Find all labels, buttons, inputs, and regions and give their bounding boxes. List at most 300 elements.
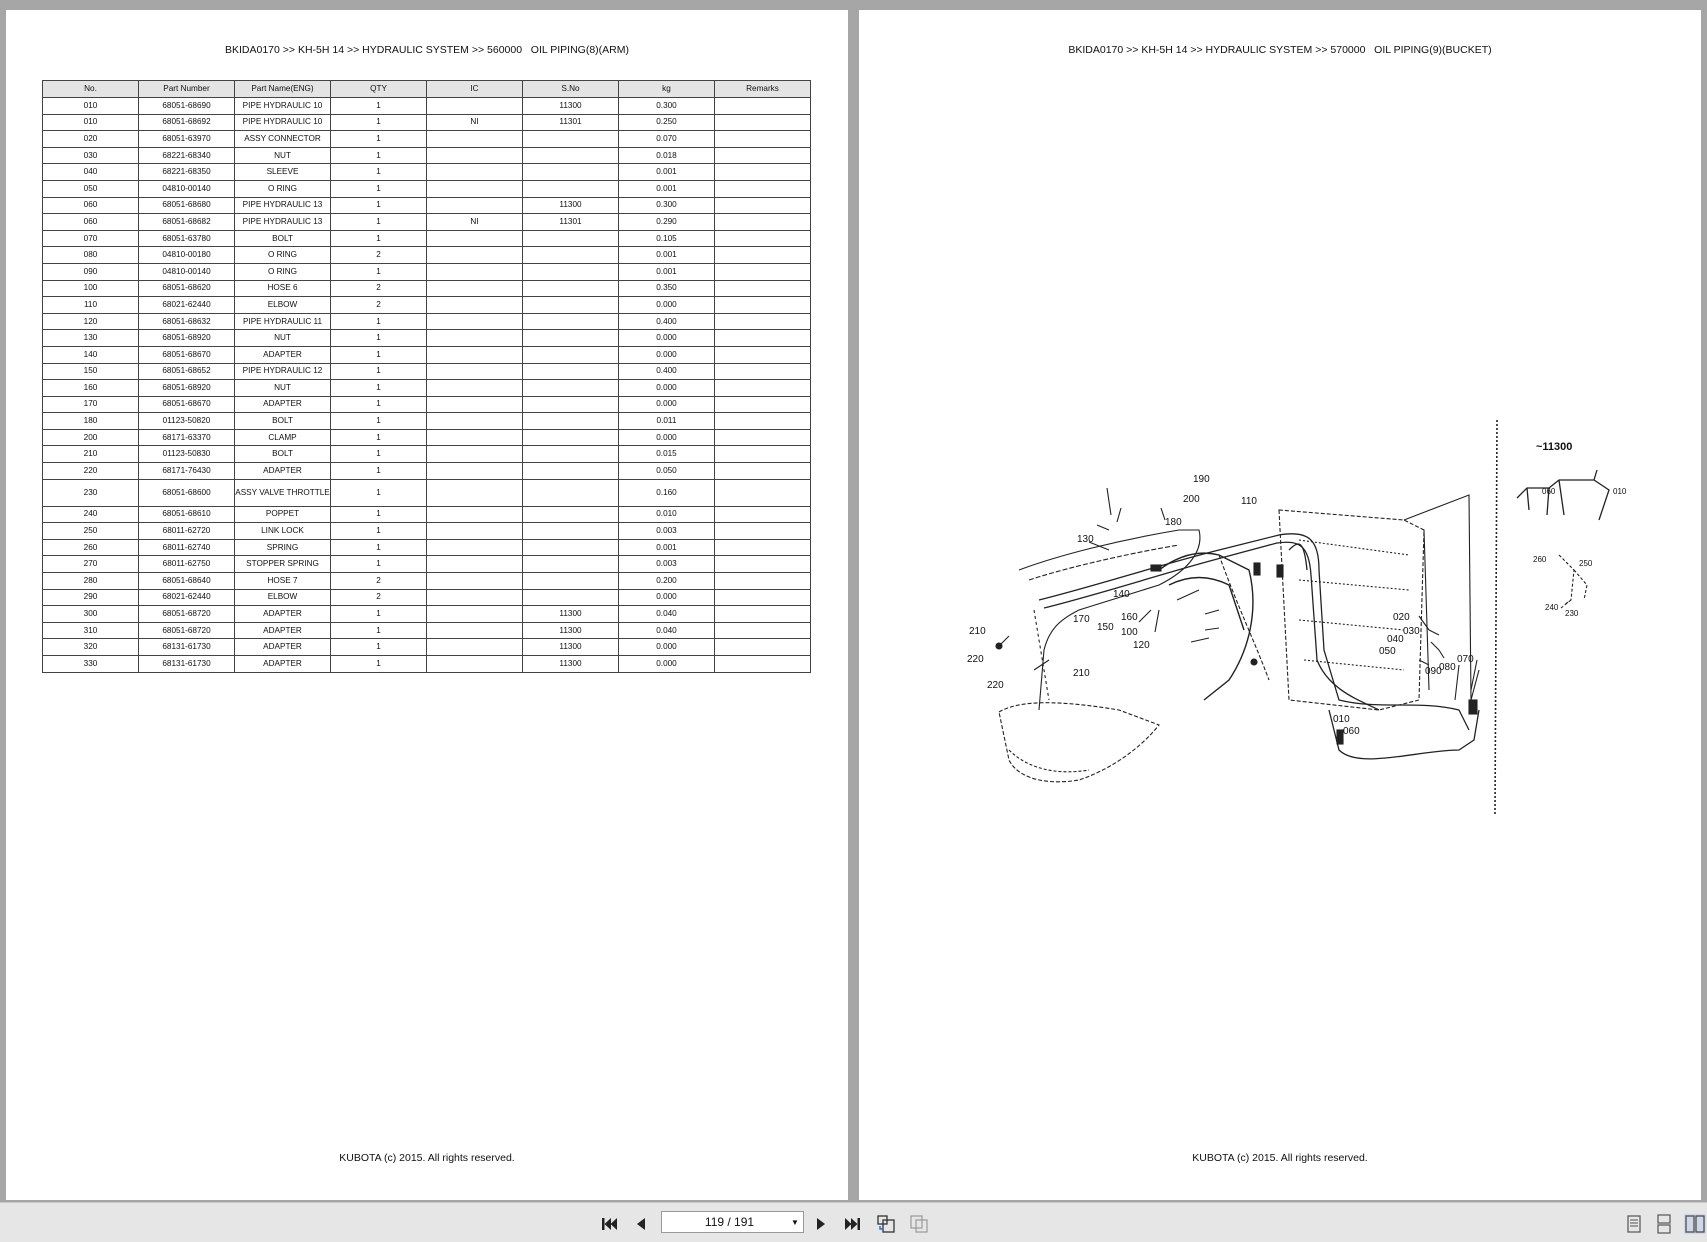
boom-cylinder <box>1159 553 1253 700</box>
table-cell: 0.300 <box>619 197 715 214</box>
parts-table <box>42 80 811 673</box>
table-cell: 0.000 <box>619 380 715 397</box>
table-cell: 11301 <box>523 114 619 131</box>
table-cell: 0.050 <box>619 463 715 480</box>
table-cell: PIPE HYDRAULIC 13 <box>235 214 331 231</box>
table-cell: 68051-68610 <box>139 506 235 523</box>
table-cell: 090 <box>43 263 139 280</box>
callout: 040 <box>1387 634 1404 645</box>
table-cell: 68051-68680 <box>139 197 235 214</box>
breadcrumb: BKIDA0170 >> KH-5H 14 >> HYDRAULIC SYSTEM >> 570000 OIL PIPING(9)(BUCKET) <box>1068 44 1492 56</box>
fit-page-icon <box>909 1214 929 1234</box>
page-indicator: 119 / 191 <box>704 1215 755 1229</box>
table-header-row <box>43 81 811 98</box>
table-cell <box>427 380 523 397</box>
table-cell: 68051-68720 <box>139 622 235 639</box>
table-cell: 0.350 <box>619 280 715 297</box>
table-cell: 040 <box>43 164 139 181</box>
callout: 230 <box>1565 609 1579 618</box>
table-cell <box>715 396 811 413</box>
table-row <box>43 346 811 363</box>
table-cell: 0.001 <box>619 180 715 197</box>
callout: 060 <box>1343 726 1360 737</box>
table-cell: 1 <box>331 639 427 656</box>
table-cell <box>715 230 811 247</box>
table-cell: 68171-63370 <box>139 429 235 446</box>
table-cell: ASSY CONNECTOR <box>235 131 331 148</box>
table-cell: 68051-68692 <box>139 114 235 131</box>
table-cell: 0.011 <box>619 413 715 430</box>
table-row <box>43 622 811 639</box>
table-cell: 1 <box>331 413 427 430</box>
callout: 130 <box>1077 534 1094 545</box>
table-cell: 1 <box>331 313 427 330</box>
table-cell <box>715 114 811 131</box>
table-cell <box>427 639 523 656</box>
table-cell: 1 <box>331 363 427 380</box>
table-cell: 0.001 <box>619 539 715 556</box>
table-cell <box>427 413 523 430</box>
table-cell <box>523 297 619 314</box>
table-cell: 0.001 <box>619 164 715 181</box>
table-cell: HOSE 6 <box>235 280 331 297</box>
table-cell <box>427 346 523 363</box>
callout: 010 <box>1333 714 1350 725</box>
column-header: Remarks <box>715 81 811 98</box>
table-row <box>43 197 811 214</box>
rotate-icon <box>876 1214 896 1234</box>
table-cell: 1 <box>331 523 427 540</box>
table-cell: 140 <box>43 346 139 363</box>
table-cell: 0.300 <box>619 98 715 115</box>
table-cell: 1 <box>331 396 427 413</box>
table-cell: 68051-68600 <box>139 479 235 506</box>
table-cell <box>715 330 811 347</box>
table-cell: HOSE 7 <box>235 573 331 590</box>
callout: 160 <box>1121 612 1138 623</box>
table-cell: 11300 <box>523 622 619 639</box>
table-row <box>43 446 811 463</box>
table-cell <box>427 429 523 446</box>
table-row <box>43 297 811 314</box>
table-cell: 1 <box>331 197 427 214</box>
table-cell <box>427 523 523 540</box>
table-cell <box>523 263 619 280</box>
table-cell <box>427 556 523 573</box>
table-cell: 1 <box>331 506 427 523</box>
table-cell: ADAPTER <box>235 346 331 363</box>
table-cell: ADAPTER <box>235 606 331 623</box>
table-cell: 110 <box>43 297 139 314</box>
table-cell <box>715 280 811 297</box>
table-cell: 010 <box>43 98 139 115</box>
table-cell: 0.001 <box>619 247 715 264</box>
column-header: No. <box>43 81 139 98</box>
table-cell: 0.400 <box>619 313 715 330</box>
table-cell <box>715 147 811 164</box>
table-cell: 68051-68720 <box>139 606 235 623</box>
table-cell: 1 <box>331 606 427 623</box>
table-row <box>43 131 811 148</box>
table-cell: 1 <box>331 380 427 397</box>
chevron-down-icon: ▼ <box>791 1217 799 1227</box>
right-page <box>859 10 1701 1200</box>
table-cell: 2 <box>331 589 427 606</box>
table-cell <box>427 606 523 623</box>
table-row <box>43 523 811 540</box>
table-cell <box>715 297 811 314</box>
table-cell: 11301 <box>523 214 619 231</box>
page-number-selector[interactable] <box>661 1211 804 1233</box>
table-cell <box>427 98 523 115</box>
table-cell: STOPPER SPRING <box>235 556 331 573</box>
table-cell: 280 <box>43 573 139 590</box>
table-row <box>43 313 811 330</box>
table-cell: 0.015 <box>619 446 715 463</box>
table-cell: 160 <box>43 380 139 397</box>
table-cell <box>427 230 523 247</box>
hydraulic-pipe <box>1044 542 1379 710</box>
table-cell: 320 <box>43 639 139 656</box>
callout: 150 <box>1097 622 1114 633</box>
table-cell: 1 <box>331 98 427 115</box>
table-row <box>43 164 811 181</box>
table-cell: POPPET <box>235 506 331 523</box>
table-cell <box>427 263 523 280</box>
table-cell <box>427 363 523 380</box>
table-cell: 1 <box>331 164 427 181</box>
table-cell: 0.250 <box>619 114 715 131</box>
table-cell: 68051-68652 <box>139 363 235 380</box>
table-cell <box>715 446 811 463</box>
left-page <box>6 10 848 1200</box>
detail-separator <box>1495 420 1497 815</box>
fit-page-button[interactable] <box>908 1214 930 1234</box>
callout: 200 <box>1183 494 1200 505</box>
table-cell: 260 <box>43 539 139 556</box>
table-cell <box>523 539 619 556</box>
callout: 170 <box>1073 614 1090 625</box>
table-cell: 0.400 <box>619 363 715 380</box>
table-cell <box>427 622 523 639</box>
serial-range-label: ~11300 <box>1536 441 1573 453</box>
table-cell <box>427 197 523 214</box>
callout: 030 <box>1403 626 1420 637</box>
table-cell <box>715 539 811 556</box>
table-cell: 270 <box>43 556 139 573</box>
table-row <box>43 147 811 164</box>
table-cell: 68051-68682 <box>139 214 235 231</box>
table-cell: 1 <box>331 131 427 148</box>
table-cell: ADAPTER <box>235 622 331 639</box>
table-cell: 120 <box>43 313 139 330</box>
next-page-button[interactable] <box>812 1214 832 1234</box>
table-cell: PIPE HYDRAULIC 11 <box>235 313 331 330</box>
table-cell: 2 <box>331 573 427 590</box>
next-page-icon <box>815 1215 829 1233</box>
table-cell: 68051-63970 <box>139 131 235 148</box>
continuous-view-icon <box>1656 1214 1672 1234</box>
table-cell: 0.001 <box>619 263 715 280</box>
table-cell <box>715 523 811 540</box>
table-cell: 170 <box>43 396 139 413</box>
last-page-icon <box>844 1215 862 1233</box>
table-cell <box>427 539 523 556</box>
table-cell <box>523 247 619 264</box>
table-cell <box>715 214 811 231</box>
callout: 190 <box>1193 474 1210 485</box>
table-cell: 330 <box>43 656 139 673</box>
table-cell: 0.000 <box>619 656 715 673</box>
table-cell: 0.070 <box>619 131 715 148</box>
table-cell: ADAPTER <box>235 656 331 673</box>
table-cell <box>523 556 619 573</box>
table-row <box>43 380 811 397</box>
table-cell: 2 <box>331 280 427 297</box>
table-cell: 0.000 <box>619 639 715 656</box>
table-cell: 0.018 <box>619 147 715 164</box>
table-row <box>43 656 811 673</box>
table-row <box>43 247 811 264</box>
table-row <box>43 413 811 430</box>
table-cell: 0.200 <box>619 573 715 590</box>
table-cell: 1 <box>331 263 427 280</box>
column-header: Part Name(ENG) <box>235 81 331 98</box>
table-row <box>43 589 811 606</box>
table-row <box>43 214 811 231</box>
table-cell <box>523 413 619 430</box>
table-cell: 1 <box>331 180 427 197</box>
table-cell <box>523 429 619 446</box>
table-cell: 060 <box>43 214 139 231</box>
table-cell: 0.010 <box>619 506 715 523</box>
table-cell <box>715 479 811 506</box>
table-cell: 290 <box>43 589 139 606</box>
rotate-button[interactable] <box>875 1214 897 1234</box>
table-cell <box>427 479 523 506</box>
prev-page-icon <box>633 1215 647 1233</box>
table-cell <box>523 463 619 480</box>
table-cell <box>715 413 811 430</box>
table-cell <box>715 98 811 115</box>
table-cell: 0.040 <box>619 622 715 639</box>
callout: 050 <box>1379 646 1396 657</box>
table-row <box>43 639 811 656</box>
table-cell <box>523 346 619 363</box>
table-cell: O RING <box>235 180 331 197</box>
table-cell: 68051-68670 <box>139 346 235 363</box>
copyright-footer: KUBOTA (c) 2015. All rights reserved. <box>339 1152 515 1164</box>
detail-pipe-assembly <box>1517 470 1609 520</box>
continuous-view-button[interactable] <box>1654 1214 1674 1234</box>
table-cell: 210 <box>43 446 139 463</box>
table-cell: 050 <box>43 180 139 197</box>
callout: 070 <box>1457 654 1474 665</box>
table-row <box>43 539 811 556</box>
table-row <box>43 98 811 115</box>
single-page-view-button[interactable] <box>1624 1214 1644 1234</box>
table-cell: 68051-68632 <box>139 313 235 330</box>
table-cell: 68051-68640 <box>139 573 235 590</box>
table-cell <box>427 463 523 480</box>
table-cell: 1 <box>331 147 427 164</box>
table-cell <box>427 506 523 523</box>
table-cell: 04810-00140 <box>139 263 235 280</box>
table-cell <box>523 131 619 148</box>
table-cell: 01123-50820 <box>139 413 235 430</box>
table-cell: 0.000 <box>619 330 715 347</box>
table-cell: 11300 <box>523 639 619 656</box>
table-cell <box>523 396 619 413</box>
callout: 110 <box>1241 496 1257 507</box>
table-cell: ELBOW <box>235 297 331 314</box>
table-cell <box>427 247 523 264</box>
table-cell: 1 <box>331 622 427 639</box>
table-cell: 250 <box>43 523 139 540</box>
table-cell: 04810-00140 <box>139 180 235 197</box>
table-cell <box>715 346 811 363</box>
table-cell <box>523 589 619 606</box>
table-cell: 68221-68350 <box>139 164 235 181</box>
table-cell: ADAPTER <box>235 463 331 480</box>
table-cell: 68011-62740 <box>139 539 235 556</box>
callout: 020 <box>1393 612 1410 623</box>
hydraulic-pipe <box>1289 544 1307 570</box>
table-cell: 68021-62440 <box>139 297 235 314</box>
table-cell <box>523 164 619 181</box>
table-cell <box>715 131 811 148</box>
table-cell <box>715 556 811 573</box>
table-cell <box>523 147 619 164</box>
table-row <box>43 330 811 347</box>
table-cell: 11300 <box>523 98 619 115</box>
table-cell <box>427 164 523 181</box>
two-page-view-icon <box>1685 1214 1705 1234</box>
table-cell: 180 <box>43 413 139 430</box>
table-cell: 1 <box>331 556 427 573</box>
callout: 100 <box>1121 627 1138 638</box>
table-row <box>43 263 811 280</box>
table-row <box>43 114 811 131</box>
table-cell: 1 <box>331 230 427 247</box>
table-cell <box>427 313 523 330</box>
table-cell: 1 <box>331 114 427 131</box>
table-cell: ELBOW <box>235 589 331 606</box>
table-row <box>43 479 811 506</box>
table-cell: 68171-76430 <box>139 463 235 480</box>
table-cell: 0.000 <box>619 396 715 413</box>
table-cell: ADAPTER <box>235 396 331 413</box>
table-cell: O RING <box>235 263 331 280</box>
table-cell: 68021-62440 <box>139 589 235 606</box>
table-cell: 0.105 <box>619 230 715 247</box>
table-cell <box>523 380 619 397</box>
column-header: QTY <box>331 81 427 98</box>
callout: 220 <box>987 680 1004 691</box>
column-header: S.No <box>523 81 619 98</box>
table-cell: 0.000 <box>619 589 715 606</box>
table-cell <box>715 639 811 656</box>
callout: 060 <box>1542 487 1556 496</box>
table-cell: 0.000 <box>619 346 715 363</box>
table-cell <box>523 479 619 506</box>
table-cell: 300 <box>43 606 139 623</box>
table-cell: 310 <box>43 622 139 639</box>
table-cell: NUT <box>235 330 331 347</box>
table-cell <box>523 280 619 297</box>
first-page-button[interactable] <box>598 1214 620 1234</box>
table-cell <box>523 230 619 247</box>
table-row <box>43 280 811 297</box>
table-cell: PIPE HYDRAULIC 13 <box>235 197 331 214</box>
table-cell <box>523 313 619 330</box>
table-cell: 0.160 <box>619 479 715 506</box>
table-cell <box>715 313 811 330</box>
callout: 120 <box>1133 640 1150 651</box>
table-cell <box>715 463 811 480</box>
table-row <box>43 180 811 197</box>
column-header: kg <box>619 81 715 98</box>
table-cell <box>523 180 619 197</box>
two-page-view-button[interactable] <box>1684 1214 1706 1234</box>
table-cell <box>715 380 811 397</box>
table-row <box>43 556 811 573</box>
table-cell: 100 <box>43 280 139 297</box>
table-cell <box>427 396 523 413</box>
table-cell: 1 <box>331 214 427 231</box>
table-cell: 010 <box>43 114 139 131</box>
table-cell <box>427 573 523 590</box>
table-cell: 68011-62750 <box>139 556 235 573</box>
table-cell <box>715 573 811 590</box>
table-cell <box>523 446 619 463</box>
table-cell <box>715 197 811 214</box>
table-cell: O RING <box>235 247 331 264</box>
table-cell: 0.003 <box>619 523 715 540</box>
table-cell <box>427 280 523 297</box>
table-cell: 220 <box>43 463 139 480</box>
table-cell: 68051-63780 <box>139 230 235 247</box>
callout: 210 <box>969 626 986 637</box>
table-cell: 0.290 <box>619 214 715 231</box>
table-cell: 1 <box>331 330 427 347</box>
table-cell: 0.040 <box>619 606 715 623</box>
table-cell: 68051-68920 <box>139 380 235 397</box>
table-cell <box>427 131 523 148</box>
table-cell <box>715 363 811 380</box>
table-cell: 1 <box>331 446 427 463</box>
table-cell: 04810-00180 <box>139 247 235 264</box>
parts-table-body <box>43 98 811 673</box>
table-cell: 1 <box>331 479 427 506</box>
table-cell: 240 <box>43 506 139 523</box>
table-cell <box>715 606 811 623</box>
table-cell: SPRING <box>235 539 331 556</box>
callout: 250 <box>1579 559 1593 568</box>
table-cell: 11300 <box>523 197 619 214</box>
table-cell: BOLT <box>235 446 331 463</box>
table-cell <box>427 656 523 673</box>
table-cell: NI <box>427 114 523 131</box>
table-cell: 0.000 <box>619 429 715 446</box>
table-cell: 1 <box>331 463 427 480</box>
table-cell: PIPE HYDRAULIC 12 <box>235 363 331 380</box>
prev-page-button[interactable] <box>630 1214 650 1234</box>
table-row <box>43 363 811 380</box>
table-cell: PIPE HYDRAULIC 10 <box>235 98 331 115</box>
last-page-button[interactable] <box>842 1214 864 1234</box>
table-cell: 070 <box>43 230 139 247</box>
